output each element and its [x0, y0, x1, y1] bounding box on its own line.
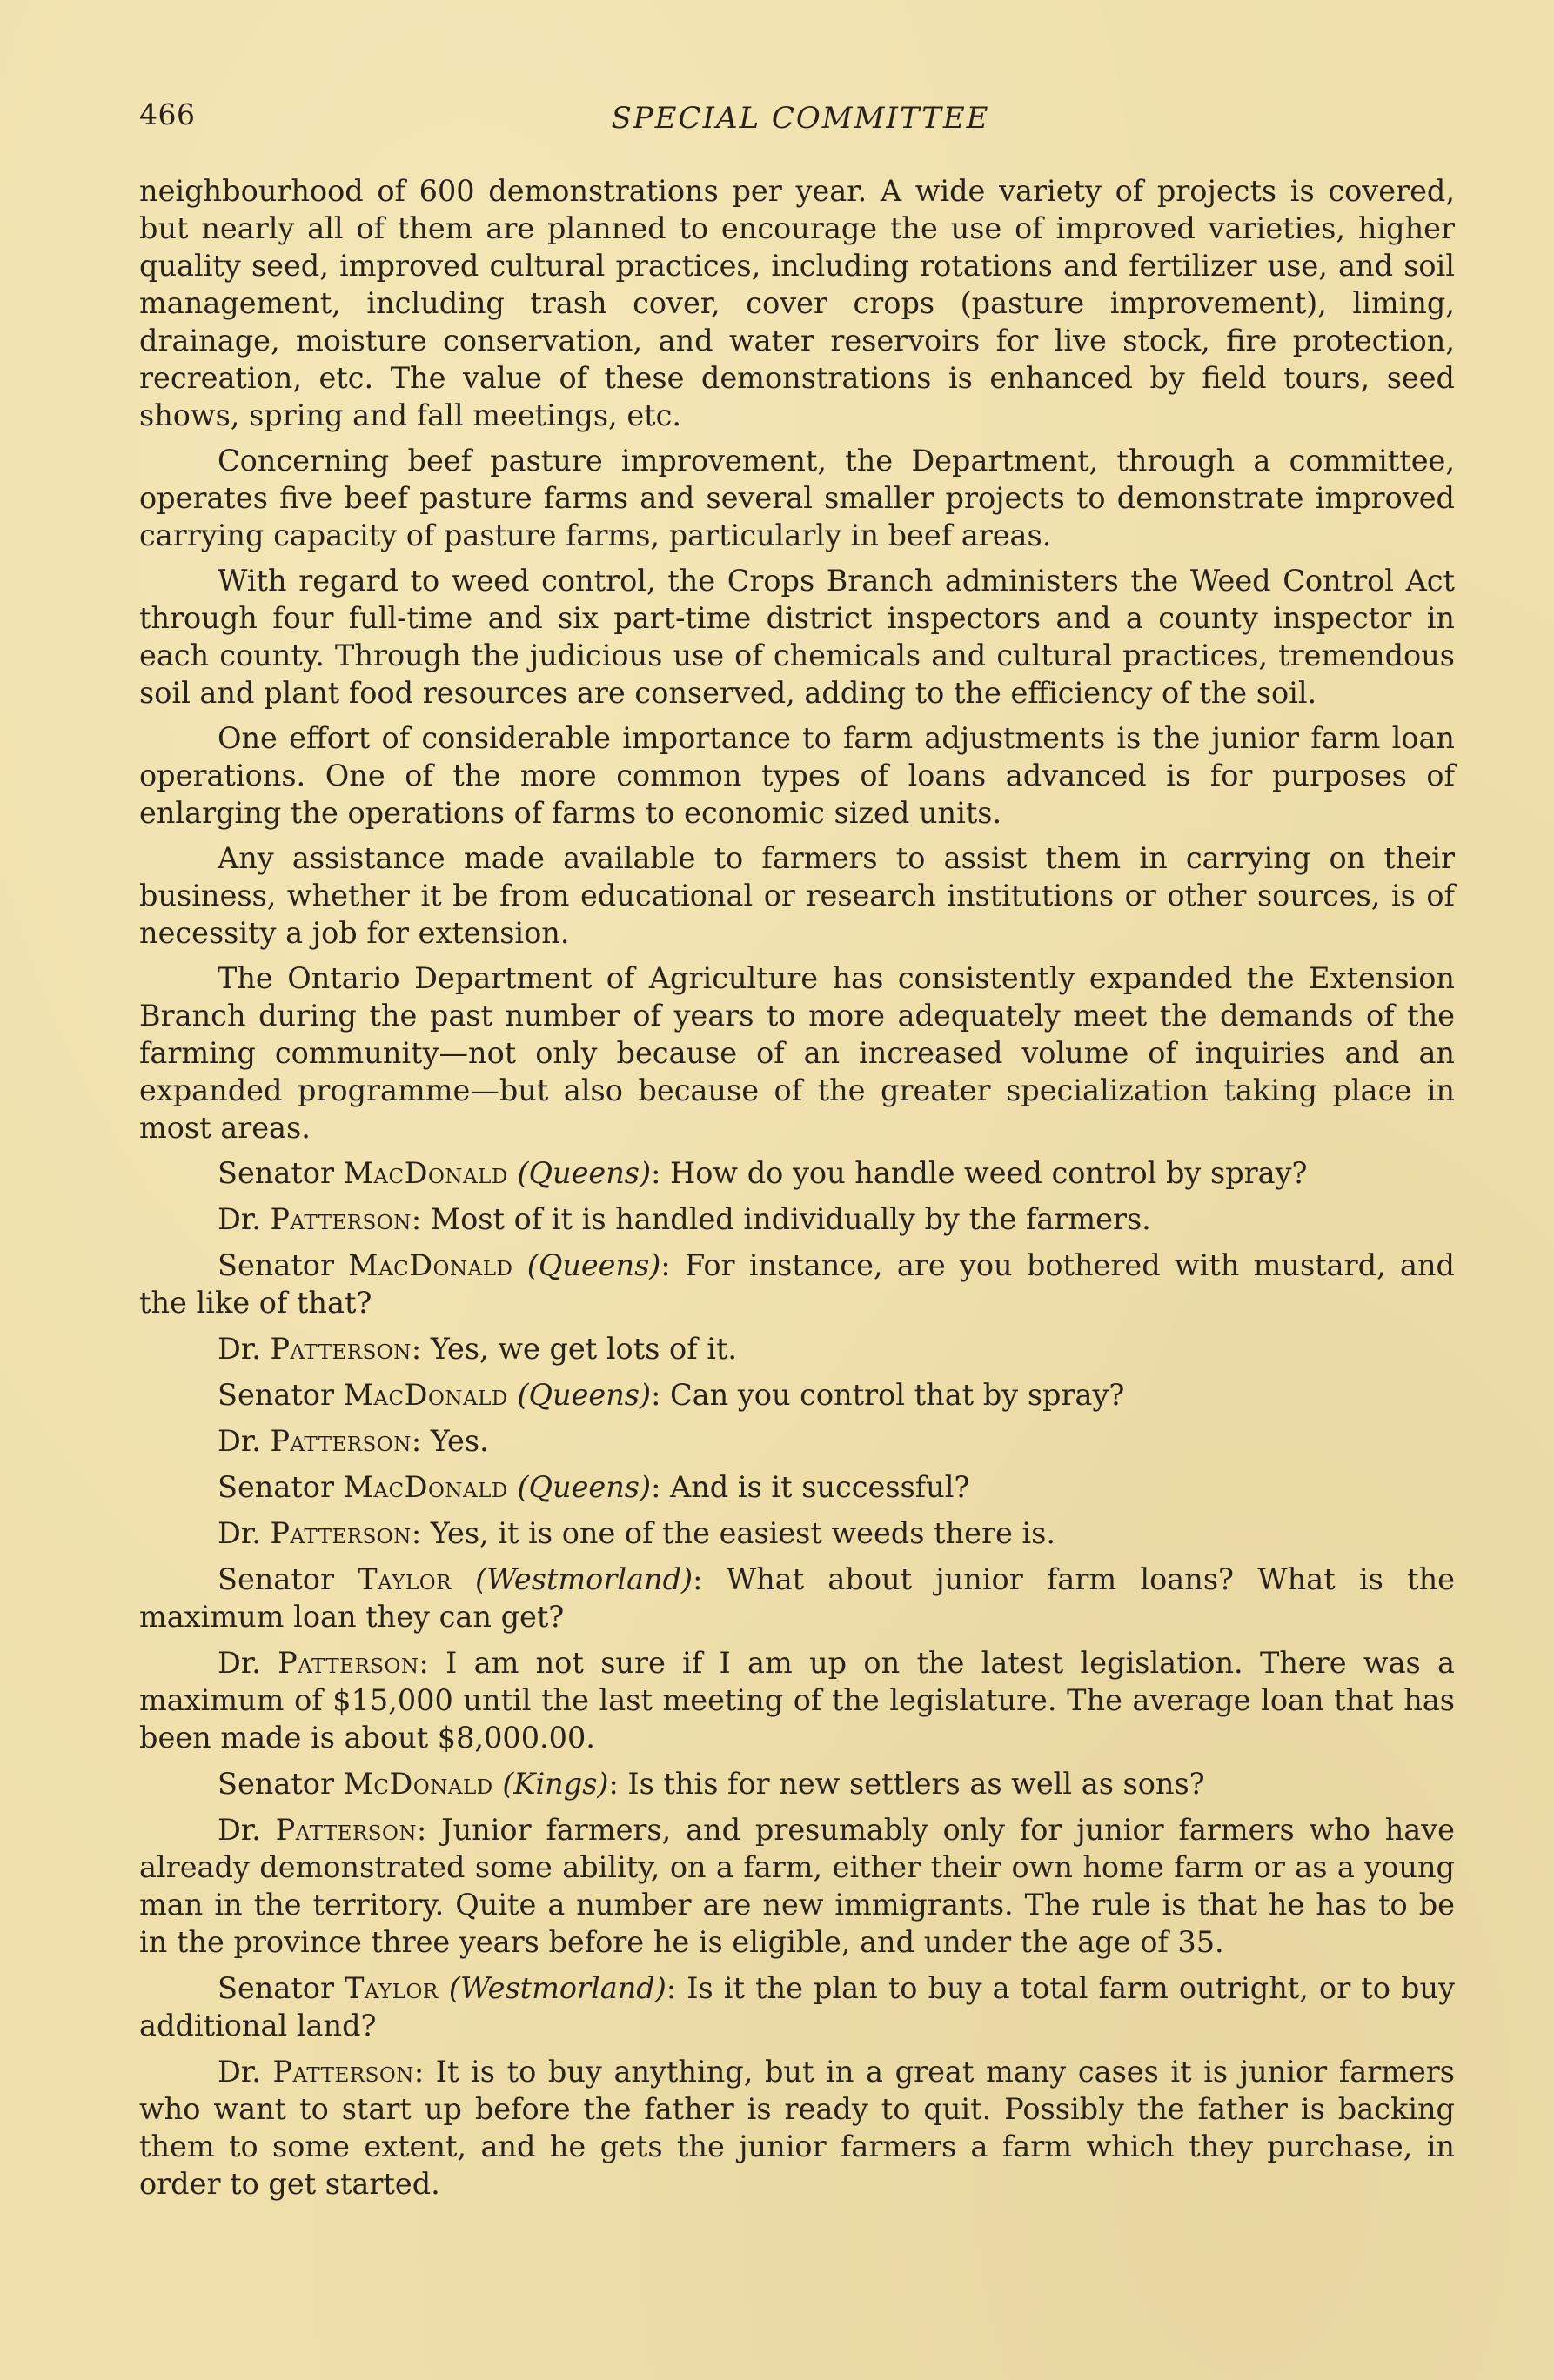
- speaker-riding: (Queens): [517, 1470, 652, 1504]
- dialogue-entry: Dr. Patterson: Yes, we get lots of it.: [218, 1332, 738, 1366]
- speaker-title: Senator: [218, 1378, 334, 1412]
- speaker-name: MacDonald: [343, 1378, 508, 1412]
- speaker-riding: (Westmorland): [475, 1562, 693, 1596]
- paragraph: Concerning beef pasture improvement, the Department, through a committee, operates five beef pasture farms and several smaller projects to demonstrate improved carrying capacity of pasture farms, particularly in beef areas.: [139, 444, 1455, 552]
- speaker-name: MacDonald: [348, 1248, 513, 1282]
- speaker-name: Patterson: [270, 1202, 412, 1236]
- dialogue-text: Is it the plan to buy a total farm outright, or to buy additional land?: [139, 1971, 1455, 2042]
- dialogue-entry: Dr. Patterson: Yes.: [218, 1424, 489, 1458]
- speaker-name: Taylor: [345, 1971, 439, 2005]
- dialogue-text: For instance, are you bothered with mustard, and the like of that?: [139, 1248, 1455, 1320]
- speaker-title: Senator: [218, 1562, 334, 1596]
- dialogue-text: Most of it is handled individually by the farmers.: [430, 1202, 1151, 1236]
- dialogue-entry: Senator MacDonald (Queens): And is it successful?: [218, 1470, 970, 1504]
- running-head: SPECIAL COMMITTEE: [611, 101, 990, 136]
- dialogue-text: It is to buy anything, but in a great many cases it is junior farmers who want to start up before the father is ready to quit. Possibly the father is backing them to some extent, and he gets the junior farmers a farm which they purchase, in order to get started.: [139, 2055, 1456, 2201]
- dialogue-entry: Senator MacDonald (Queens): How do you handle weed control by spray?: [218, 1156, 1308, 1190]
- dialogue-text: Yes, we get lots of it.: [430, 1332, 738, 1366]
- speaker-name: Patterson: [272, 2055, 414, 2089]
- speaker-name: MacDonald: [343, 1156, 508, 1190]
- paragraph: neighbourhood of 600 demonstrations per year. A wide variety of projects is covered, but nearly all of them are planned to encourage the use of improved varieties, higher quality seed, improved cultural practices, including rotations and fertilizer use, and soil management, including trash cover, cover crops (pasture improvement), liming, drainage, moisture conservation, and water reservoirs for live stock, fire protection, recreation, etc. The value of these demonstrations is enhanced by field tours, seed shows, spring and fall meetings, etc.: [139, 174, 1455, 432]
- speaker-name: Patterson: [275, 1813, 418, 1847]
- dialogue-text: Yes, it is one of the easiest weeds there is.: [430, 1516, 1055, 1550]
- speaker-riding: (Queens): [526, 1248, 661, 1282]
- paragraph: With regard to weed control, the Crops Branch administers the Weed Control Act through four full-time and six part-time district inspectors and a county inspector in each county. Through the judicious use of chemicals and cultural practices, tremendous soil and plant food resources are conserved, adding to the efficiency of the soil.: [139, 564, 1455, 710]
- dialogue-entry: Senator Taylor (Westmorland): Is it the plan to buy a total farm outright, or to buy additional land?: [139, 1971, 1455, 2042]
- dialogue-text: What about junior farm loans? What is the maximum loan they can get?: [139, 1562, 1455, 1634]
- dialogue-text: And is it successful?: [670, 1470, 970, 1504]
- dialogue-text: Can you control that by spray?: [670, 1378, 1125, 1412]
- speaker-name: Patterson: [270, 1332, 412, 1366]
- paragraph: The Ontario Department of Agriculture has consistently expanded the Extension Branch during the past number of years to more adequately meet the demands of the farming community—not only because of an increased volume of inquiries and an expanded programme—but also because of the greater specialization taking place in most areas.: [139, 961, 1455, 1145]
- speaker-name: Patterson: [270, 1424, 412, 1458]
- speaker-name: Patterson: [270, 1516, 412, 1550]
- dialogue-text: Is this for new settlers as well as sons?: [627, 1767, 1205, 1801]
- page-header: [139, 97, 1462, 141]
- speaker-title: Senator: [218, 1470, 334, 1504]
- dialogue-entry: Senator Taylor (Westmorland): What about junior farm loans? What is the maximum loan they can get?: [139, 1562, 1455, 1634]
- dialogue-text: Junior farmers, and presumably only for junior farmers who have already demonstrated some ability, on a farm, either their own home farm or as a young man in the territory. Quite a number are new immigrants. The rule is that he has to be in the province three years before he is eligible, and under the age of 35.: [139, 1813, 1455, 1959]
- page-number: 466: [139, 97, 196, 131]
- paragraph: Any assistance made available to farmers to assist them in carrying on their business, whether it be from educational or research institutions or other sources, is of necessity a job for extension.: [139, 841, 1455, 950]
- speaker-title: Dr.: [218, 1424, 261, 1458]
- dialogue-entry: Dr. Patterson: I am not sure if I am up on the latest legislation. There was a maximum of $15,000 until the last meeting of the legislature. The average loan that has been made is about $8,000.00.: [139, 1646, 1456, 1755]
- speaker-name: Patterson: [278, 1646, 419, 1680]
- dialogue-entry: Senator MacDonald (Queens): For instance, are you bothered with mustard, and the like of that?: [139, 1248, 1455, 1320]
- speaker-title: Senator: [218, 1248, 334, 1282]
- dialogue-entry: Dr. Patterson: Most of it is handled individually by the farmers.: [218, 1202, 1151, 1236]
- speaker-title: Senator: [218, 1971, 334, 2005]
- speaker-name: Taylor: [358, 1562, 452, 1596]
- speaker-title: Dr.: [218, 1332, 261, 1366]
- dialogue-entry: Senator MacDonald (Queens): Can you control that by spray?: [218, 1378, 1125, 1412]
- dialogue-entry: Dr. Patterson: It is to buy anything, but in a great many cases it is junior farmers who want to start up before the father is ready to quit. Possibly the father is backing them to some extent, and he gets the junior farmers a farm which they purchase, in order to get started.: [139, 2055, 1456, 2201]
- dialogue-text: Yes.: [430, 1424, 489, 1458]
- speaker-riding: (Westmorland): [448, 1971, 666, 2005]
- speaker-riding: (Queens): [517, 1378, 652, 1412]
- dialogue-text: How do you handle weed control by spray?: [670, 1156, 1308, 1190]
- dialogue-entry: Dr. Patterson: Yes, it is one of the easiest weeds there is.: [218, 1516, 1055, 1550]
- dialogue-entry: Senator McDonald (Kings): Is this for new settlers as well as sons?: [218, 1767, 1205, 1801]
- speaker-title: Dr.: [218, 1516, 261, 1550]
- speaker-riding: (Queens): [517, 1156, 652, 1190]
- speaker-title: Dr.: [218, 1202, 261, 1236]
- dialogue-text: I am not sure if I am up on the latest legislation. There was a maximum of $15,000 until the last meeting of the legislature. The average loan that has been made is about $8,000.00.: [139, 1646, 1456, 1755]
- speaker-title: Dr.: [218, 1646, 261, 1680]
- paragraph: One effort of considerable importance to farm adjustments is the junior farm loan operations. One of the more common types of loans advanced is for purposes of enlarging the operations of farms to economic sized units.: [139, 721, 1455, 830]
- speaker-riding: (Kings): [502, 1767, 609, 1801]
- dialogue-entry: Dr. Patterson: Junior farmers, and presumably only for junior farmers who have already demonstrated some ability, on a farm, either their own home farm or as a young man in the territory. Quite a number are new immigrants. The rule is that he has to be in the province three years before he is eligible, and under the age of 35.: [139, 1813, 1455, 1959]
- body-text: [139, 172, 1455, 2211]
- speaker-name: MacDonald: [343, 1470, 508, 1504]
- speaker-name: McDonald: [343, 1767, 493, 1801]
- speaker-title: Dr.: [218, 1813, 261, 1847]
- speaker-title: Senator: [218, 1156, 334, 1190]
- speaker-title: Senator: [218, 1767, 334, 1801]
- speaker-title: Dr.: [218, 2055, 261, 2089]
